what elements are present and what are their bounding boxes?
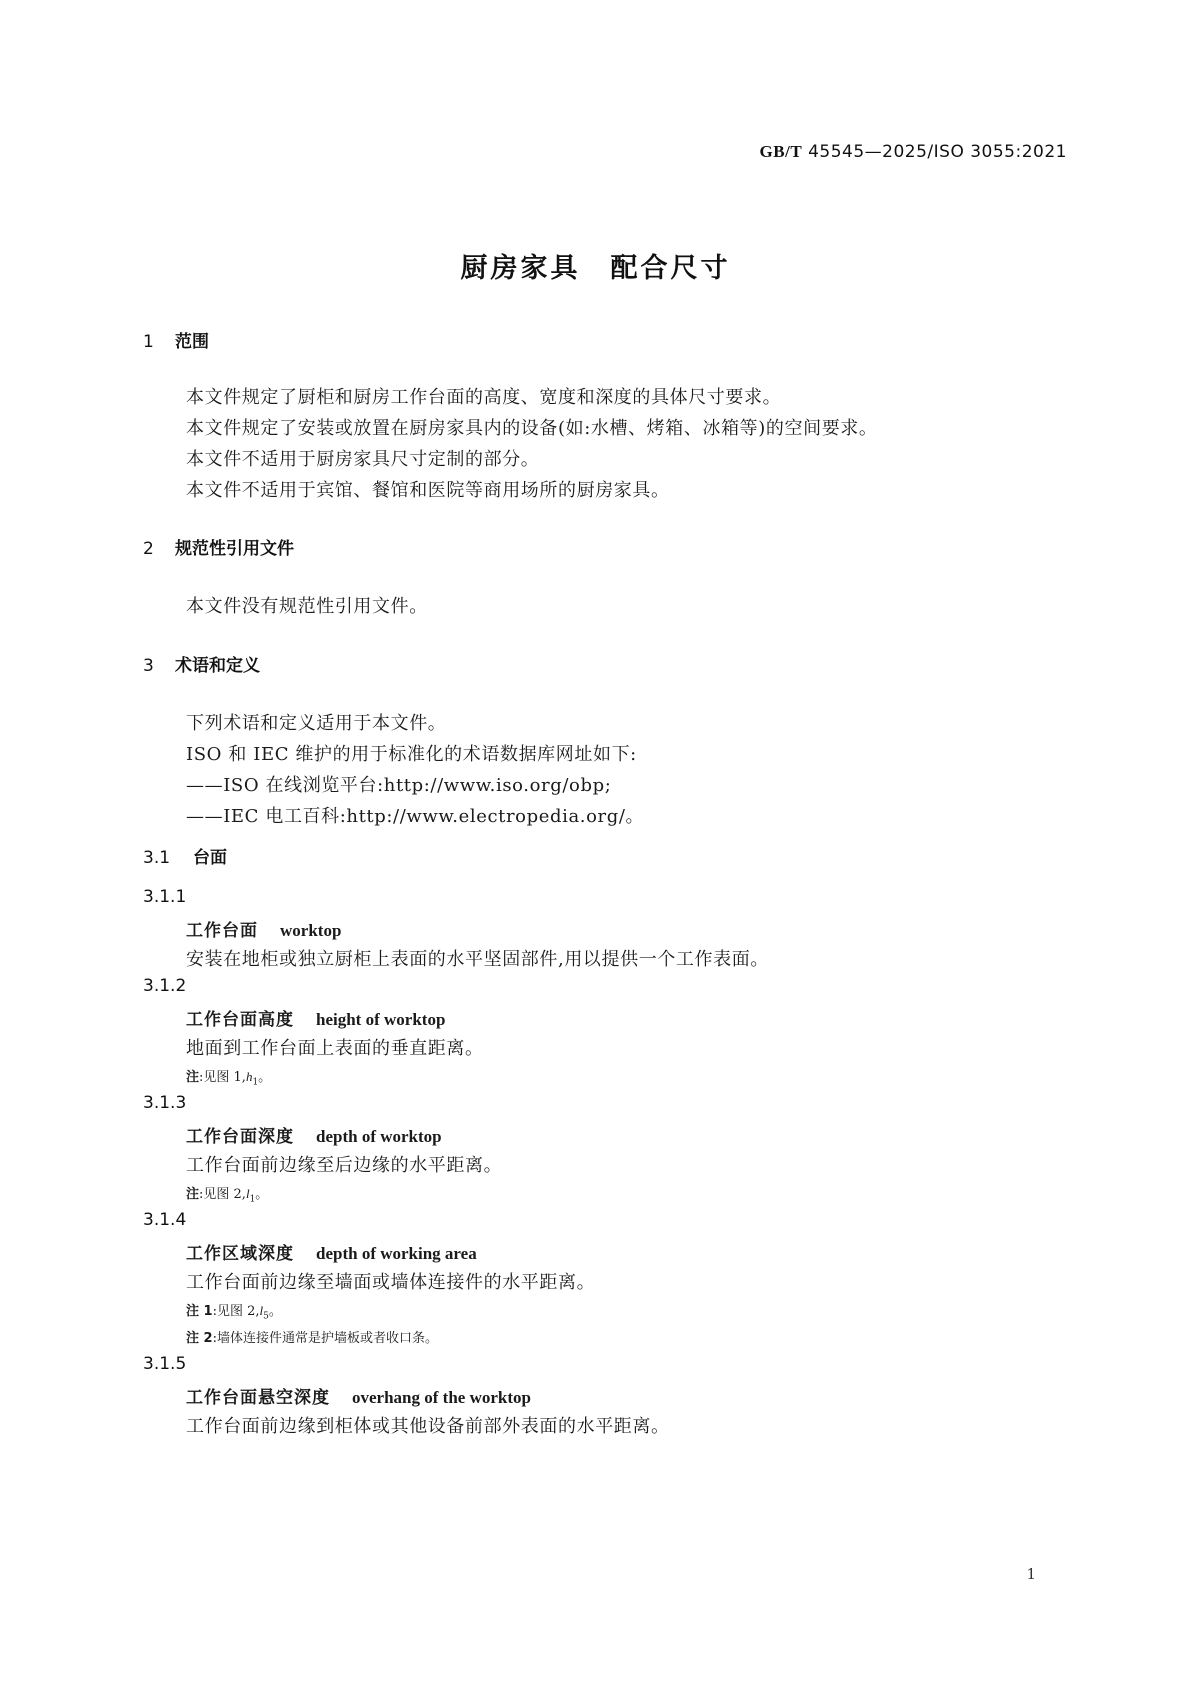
term-heading: [186, 1383, 531, 1408]
term-note: [186, 1066, 271, 1088]
term-definition: 地面到工作台面上表面的垂直距离。: [186, 1038, 484, 1059]
paragraph: ISO 和 IEC 维护的用于标准化的术语数据库网址如下:: [186, 744, 637, 765]
note-subscript: 5: [263, 1311, 269, 1322]
term-number: 3.1.4: [143, 1210, 187, 1230]
term-number: 3.1.3: [143, 1093, 187, 1113]
paragraph: 本文件不适用于宾馆、餐馆和医院等商用场所的厨房家具。: [186, 480, 670, 501]
paragraph: ——ISO 在线浏览平台:http://www.iso.org/obp;: [186, 775, 612, 796]
section-2-heading: [143, 534, 294, 559]
term-note: [186, 1183, 268, 1205]
standard-code: [760, 142, 1067, 162]
note-subscript: 1: [249, 1194, 256, 1205]
section-number: 1: [143, 332, 154, 352]
term-chinese: 工作区域深度: [186, 1244, 294, 1264]
section-3-1-heading: [143, 843, 227, 868]
note-text: :见图 1,: [199, 1070, 246, 1085]
note-end: 。: [258, 1070, 272, 1085]
section-number: 3.1: [143, 848, 171, 868]
note-label: 注 1: [186, 1304, 213, 1319]
page-number: 1: [1026, 1565, 1036, 1583]
note-subscript: 1: [252, 1077, 259, 1088]
term-definition: 工作台面前边缘至墙面或墙体连接件的水平距离。: [186, 1272, 596, 1293]
section-number: 2: [143, 539, 154, 559]
note-label: 注 2: [186, 1331, 213, 1346]
paragraph: 本文件规定了厨柜和厨房工作台面的高度、宽度和深度的具体尺寸要求。: [186, 387, 782, 408]
term-note-2: [186, 1327, 438, 1346]
document-title: 厨房家具 配合尺寸: [460, 253, 731, 284]
section-title: 范围: [175, 332, 209, 352]
term-definition: 工作台面前边缘到柜体或其他设备前部外表面的水平距离。: [186, 1416, 670, 1437]
term-note-1: [186, 1300, 282, 1322]
term-heading: [186, 916, 341, 941]
section-3-heading: [143, 651, 260, 676]
section-title: 台面: [193, 848, 227, 868]
note-end: 。: [268, 1304, 282, 1319]
term-heading: [186, 1005, 445, 1030]
note-symbol: l: [259, 1303, 264, 1318]
paragraph: 本文件规定了安装或放置在厨房家具内的设备(如:水槽、烤箱、冰箱等)的空间要求。: [186, 418, 878, 439]
term-english: overhang of the worktop: [352, 1388, 531, 1407]
term-chinese: 工作台面悬空深度: [186, 1388, 330, 1408]
term-english: depth of working area: [316, 1244, 477, 1263]
term-number: 3.1.5: [143, 1354, 187, 1374]
term-chinese: 工作台面高度: [186, 1010, 294, 1030]
term-number: 3.1.1: [143, 887, 187, 907]
section-title: 术语和定义: [175, 656, 260, 676]
standard-code-number: 45545—2025/ISO 3055:2021: [808, 142, 1067, 162]
note-symbol: h: [245, 1069, 253, 1084]
note-label: 注: [186, 1187, 200, 1202]
term-number: 3.1.2: [143, 976, 187, 996]
section-title: 规范性引用文件: [175, 539, 294, 559]
term-heading: [186, 1239, 477, 1264]
note-text: :见图 2,: [199, 1187, 246, 1202]
term-english: worktop: [280, 921, 342, 940]
term-definition: 工作台面前边缘至后边缘的水平距离。: [186, 1155, 503, 1176]
note-text: :墙体连接件通常是护墙板或者收口条。: [212, 1331, 438, 1346]
term-english: height of worktop: [316, 1010, 446, 1029]
note-symbol: l: [245, 1186, 250, 1201]
term-chinese: 工作台面: [186, 921, 258, 941]
term-chinese: 工作台面深度: [186, 1127, 294, 1147]
section-1-heading: [143, 327, 209, 352]
term-english: depth of worktop: [316, 1127, 442, 1146]
term-definition: 安装在地柜或独立厨柜上表面的水平坚固部件,用以提供一个工作表面。: [186, 949, 769, 970]
section-number: 3: [143, 656, 154, 676]
note-text: :见图 2,: [212, 1304, 260, 1319]
paragraph: 本文件没有规范性引用文件。: [186, 596, 428, 617]
paragraph: 下列术语和定义适用于本文件。: [186, 713, 447, 734]
paragraph: ——IEC 电工百科:http://www.electropedia.org/。: [186, 806, 645, 827]
paragraph: 本文件不适用于厨房家具尺寸定制的部分。: [186, 449, 540, 470]
standard-code-prefix: GB/T: [759, 142, 803, 161]
note-label: 注: [186, 1070, 200, 1085]
term-heading: [186, 1122, 442, 1147]
note-end: 。: [255, 1187, 269, 1202]
